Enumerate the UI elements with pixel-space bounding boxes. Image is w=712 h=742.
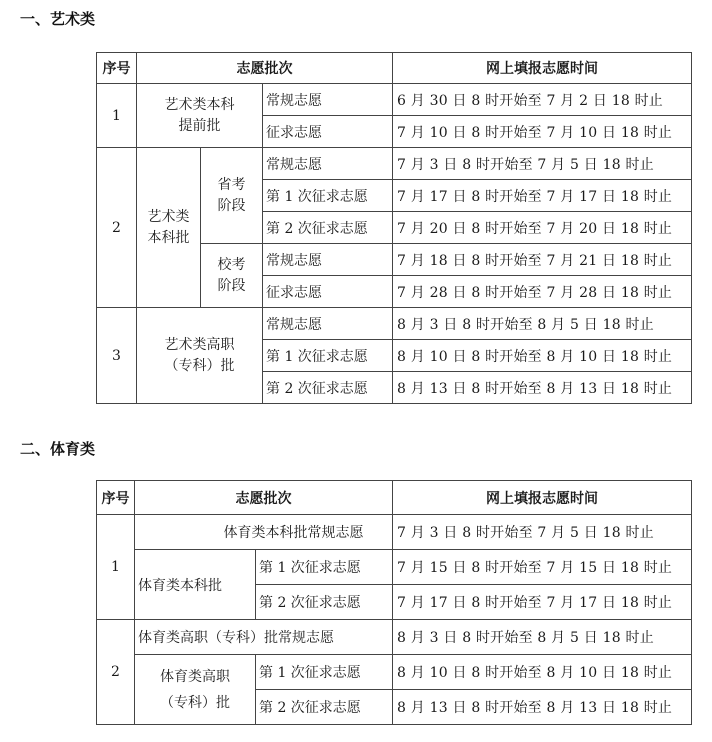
header-time: 网上填报志愿时间 xyxy=(393,481,692,515)
volunteer-type-cell: 第 2 次征求志愿 xyxy=(256,585,393,620)
header-seq: 序号 xyxy=(97,53,137,84)
table-row xyxy=(97,620,692,655)
volunteer-type-cell: 第 1 次征求志愿 xyxy=(256,550,393,585)
volunteer-type-cell: 征求志愿 xyxy=(263,276,393,308)
volunteer-type-cell: 常规志愿 xyxy=(263,308,393,340)
time-cell: 8 月 10 日 8 时开始至 8 月 10 日 18 时止 xyxy=(393,340,692,372)
header-time: 网上填报志愿时间 xyxy=(393,53,692,84)
volunteer-type-cell: 常规志愿 xyxy=(263,244,393,276)
table-row xyxy=(97,655,692,690)
time-cell: 7 月 10 日 8 时开始至 7 月 10 日 18 时止 xyxy=(393,116,692,148)
volunteer-type-cell: 常规志愿 xyxy=(263,148,393,180)
batch-name-cell: 艺术类高职（专科）批 xyxy=(137,308,263,404)
batch-name-cell: 体育类高职（专科）批 xyxy=(135,655,256,725)
art-section-heading: 一、艺术类 xyxy=(20,10,96,28)
regular-batch-cell: 体育类高职（专科）批常规志愿 xyxy=(135,620,393,655)
time-cell: 6 月 30 日 8 时开始至 7 月 2 日 18 时止 xyxy=(393,84,692,116)
header-batch: 志愿批次 xyxy=(137,53,393,84)
table-header-row xyxy=(97,53,692,84)
seq-cell: 1 xyxy=(97,515,135,620)
volunteer-type-cell: 第 1 次征求志愿 xyxy=(263,340,393,372)
sport-section-heading: 二、体育类 xyxy=(20,440,96,458)
batch-name-cell: 艺术类本科提前批 xyxy=(137,84,263,148)
volunteer-type-cell: 第 2 次征求志愿 xyxy=(263,212,393,244)
time-cell: 8 月 13 日 8 时开始至 8 月 13 日 18 时止 xyxy=(393,372,692,404)
volunteer-type-cell: 征求志愿 xyxy=(263,116,393,148)
time-cell: 7 月 18 日 8 时开始至 7 月 21 日 18 时止 xyxy=(393,244,692,276)
header-seq: 序号 xyxy=(97,481,135,515)
volunteer-type-cell: 第 1 次征求志愿 xyxy=(256,655,393,690)
time-cell: 7 月 3 日 8 时开始至 7 月 5 日 18 时止 xyxy=(393,148,692,180)
batch-name-cell: 体育类本科批 xyxy=(135,550,256,620)
stage-cell: 校考阶段 xyxy=(201,244,263,308)
header-batch: 志愿批次 xyxy=(135,481,393,515)
time-cell: 8 月 13 日 8 时开始至 8 月 13 日 18 时止 xyxy=(393,690,692,725)
table-row xyxy=(97,148,692,180)
time-cell: 7 月 3 日 8 时开始至 7 月 5 日 18 时止 xyxy=(393,515,692,550)
batch-name-cell: 艺术类本科批 xyxy=(137,148,201,308)
time-cell: 8 月 3 日 8 时开始至 8 月 5 日 18 时止 xyxy=(393,308,692,340)
seq-cell: 3 xyxy=(97,308,137,404)
art-schedule-table xyxy=(96,52,692,404)
table-header-row xyxy=(97,481,692,515)
volunteer-type-cell: 第 2 次征求志愿 xyxy=(263,372,393,404)
time-cell: 8 月 10 日 8 时开始至 8 月 10 日 18 时止 xyxy=(393,655,692,690)
table-row xyxy=(97,550,692,585)
regular-batch-cell: 体育类本科批常规志愿 xyxy=(135,515,393,550)
volunteer-type-cell: 第 1 次征求志愿 xyxy=(263,180,393,212)
volunteer-type-cell: 第 2 次征求志愿 xyxy=(256,690,393,725)
table-row xyxy=(97,515,692,550)
seq-cell: 1 xyxy=(97,84,137,148)
time-cell: 7 月 20 日 8 时开始至 7 月 20 日 18 时止 xyxy=(393,212,692,244)
volunteer-type-cell: 常规志愿 xyxy=(263,84,393,116)
time-cell: 7 月 17 日 8 时开始至 7 月 17 日 18 时止 xyxy=(393,180,692,212)
seq-cell: 2 xyxy=(97,620,135,725)
time-cell: 7 月 17 日 8 时开始至 7 月 17 日 18 时止 xyxy=(393,585,692,620)
sport-schedule-table xyxy=(96,480,692,725)
time-cell: 8 月 3 日 8 时开始至 8 月 5 日 18 时止 xyxy=(393,620,692,655)
time-cell: 7 月 28 日 8 时开始至 7 月 28 日 18 时止 xyxy=(393,276,692,308)
table-row xyxy=(97,308,692,340)
stage-cell: 省考阶段 xyxy=(201,148,263,244)
time-cell: 7 月 15 日 8 时开始至 7 月 15 日 18 时止 xyxy=(393,550,692,585)
seq-cell: 2 xyxy=(97,148,137,308)
table-row xyxy=(97,84,692,116)
